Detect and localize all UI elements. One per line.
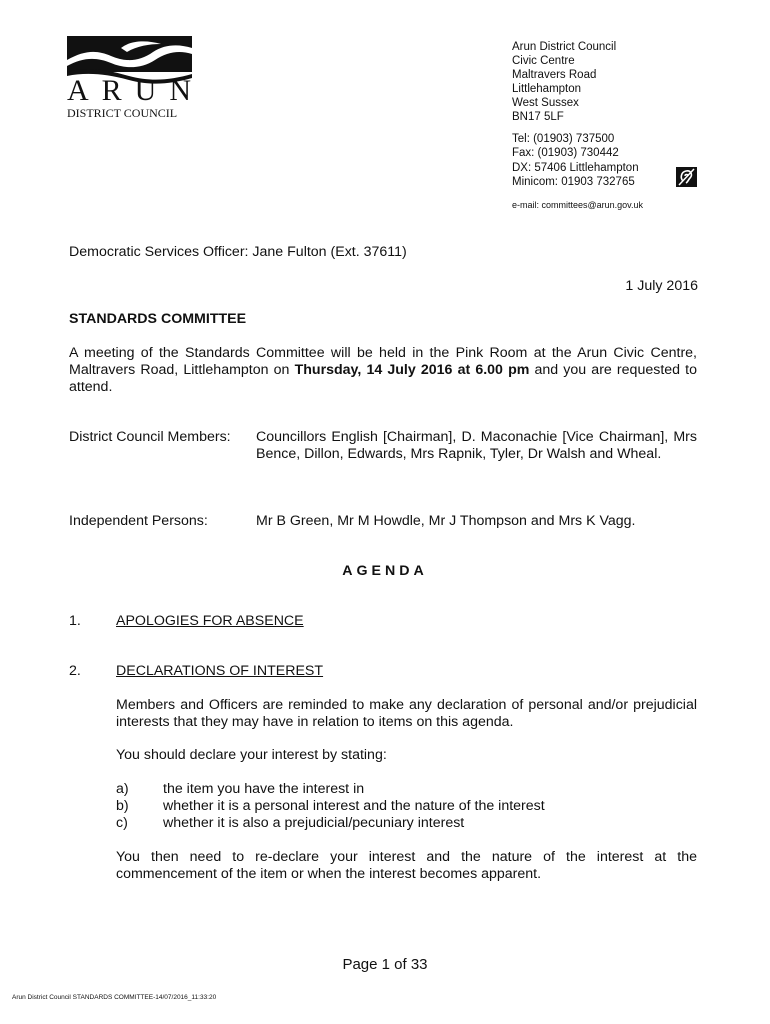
- logo-subtitle: DISTRICT COUNCIL: [67, 106, 178, 120]
- agenda-item-number: 2.: [69, 663, 81, 679]
- list-marker: a): [116, 781, 129, 797]
- intro-text: A meeting of the Standards Committee will be held in the Pink Room at the Arun Civic Centre, Maltravers Road, Littlehampton on: [69, 345, 697, 378]
- agenda-item-title: DECLARATIONS OF INTEREST: [116, 663, 324, 679]
- meeting-intro: [69, 345, 697, 396]
- list-item: the item you have the interest in: [163, 781, 365, 797]
- declarations-instruction: You should declare your interest by stating:: [116, 747, 387, 763]
- list-item: whether it is a personal interest and the nature of the interest: [163, 798, 545, 814]
- meeting-datetime: Thursday, 14 July 2016 at 6.00 pm: [294, 362, 530, 378]
- members-label: District Council Members:: [69, 429, 231, 445]
- list-item: whether it is also a prejudicial/pecuniary interest: [163, 815, 465, 831]
- council-address: [512, 40, 616, 124]
- address-line: Civic Centre: [512, 55, 575, 67]
- contact-details: [512, 132, 639, 190]
- email-address: e-mail: committees@arun.gov.uk: [512, 200, 644, 210]
- officer-line: Democratic Services Officer: Jane Fulton (Ext. 37611): [69, 244, 407, 260]
- list-marker: b): [116, 798, 129, 814]
- list-marker: c): [116, 815, 128, 831]
- independent-label: Independent Persons:: [69, 513, 208, 529]
- committee-title: STANDARDS COMMITTEE: [69, 311, 247, 327]
- fax: Fax: (01903) 730442: [512, 147, 619, 160]
- agenda-title: AGENDA: [342, 563, 428, 579]
- independent-list: Mr B Green, Mr M Howdle, Mr J Thompson and Mrs K Vagg.: [256, 513, 636, 529]
- address-line: West Sussex: [512, 97, 579, 109]
- letter-date: 1 July 2016: [625, 278, 698, 294]
- telephone: Tel: (01903) 737500: [512, 133, 615, 145]
- agenda-item-number: 1.: [69, 613, 81, 629]
- intro-text-end: and you are requested to attend.: [69, 362, 698, 395]
- dx: DX: 57406 Littlehampton: [512, 161, 639, 174]
- page-number: Page 1 of 33: [342, 956, 428, 973]
- agenda-item-title: APOLOGIES FOR ABSENCE: [116, 613, 304, 629]
- minicom: Minicom: 01903 732765: [512, 176, 635, 189]
- hearing-loop-icon: [676, 167, 697, 187]
- address-line: BN17 5LF: [512, 111, 564, 123]
- members-list: Councillors English [Chairman], D. Maconachie [Vice Chairman], Mrs Bence, Dillon, Edwards, Mrs Rapnik, Tyler, Dr Walsh and Wheal.: [256, 429, 697, 462]
- logo-wordmark: ARUN: [67, 74, 205, 107]
- address-line: Littlehampton: [512, 83, 582, 95]
- address-line: Arun District Council: [512, 41, 617, 53]
- declarations-redeclare: You then need to re-declare your interest and the nature of the interest at the commencement of the item or when the interest becomes apparent.: [116, 849, 697, 882]
- footer-stamp: Arun District Council STANDARDS COMMITTEE-14/07/2016_11:33:20: [12, 994, 217, 1001]
- address-line: Maltravers Road: [512, 69, 597, 81]
- declarations-paragraph: Members and Officers are reminded to make any declaration of personal and/or prejudicial interests that they may have in relation to items on this agenda.: [116, 697, 697, 730]
